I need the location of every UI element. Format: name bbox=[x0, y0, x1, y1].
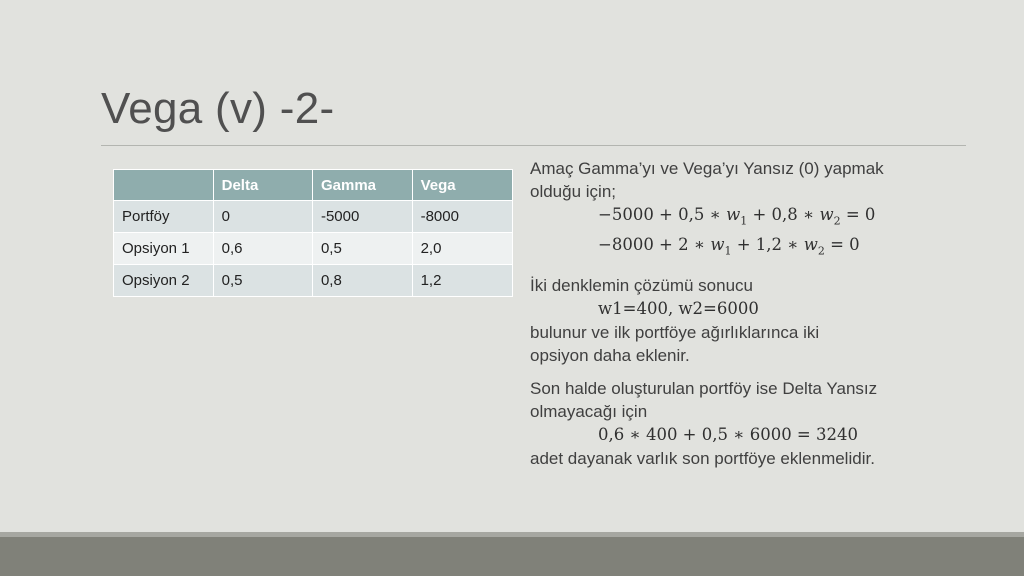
text-line: adet dayanak varlık son portföye eklenmelidir. bbox=[530, 448, 875, 468]
explanation-text bbox=[530, 157, 950, 480]
footer-band bbox=[0, 532, 1024, 576]
table-cell: -5000 bbox=[312, 201, 412, 233]
slide-title: Vega (v) -2- bbox=[101, 84, 335, 133]
text-line: bulunur ve ilk portföye ağırlıklarınca iki bbox=[530, 322, 820, 342]
table-cell: Opsiyon 2 bbox=[114, 265, 214, 297]
variable-w: w bbox=[803, 235, 818, 255]
subscript: 2 bbox=[817, 244, 825, 258]
text-line: İki denklemin çözümü sonucu bbox=[530, 275, 754, 295]
table-cell: Portföy bbox=[114, 201, 214, 233]
table-cell: 0,5 bbox=[213, 265, 312, 297]
equation-part: −5000 + 0,5 ∗ bbox=[598, 205, 727, 224]
table-row bbox=[114, 201, 513, 233]
greeks-table bbox=[113, 169, 513, 297]
equation-part: + 1,2 ∗ bbox=[731, 235, 804, 255]
table-cell: 1,2 bbox=[412, 265, 512, 297]
table-cell: 0,5 bbox=[312, 233, 412, 265]
text-line: Son halde oluşturulan portföy ise Delta Yansız bbox=[530, 378, 878, 398]
variable-w: w bbox=[710, 235, 725, 255]
table-cell: 0 bbox=[213, 201, 312, 233]
text-line: olmayacağı için bbox=[530, 401, 648, 421]
header-cell-vega: Vega bbox=[412, 170, 512, 201]
equation-solution: w1=400, w2=6000 bbox=[598, 298, 759, 318]
footer-accent-line bbox=[0, 532, 1024, 537]
subscript: 2 bbox=[833, 214, 841, 228]
subscript: 1 bbox=[740, 214, 748, 228]
table-cell: 2,0 bbox=[412, 233, 512, 265]
text-line: Amaç Gamma’yı ve Vega’yı Yansız (0) yapmak bbox=[530, 159, 884, 178]
equation-vega bbox=[598, 233, 950, 263]
table-cell: -8000 bbox=[412, 201, 512, 233]
paragraph-conclusion bbox=[530, 377, 950, 470]
table-header-row bbox=[114, 170, 513, 201]
text-line: opsiyon daha eklenir. bbox=[530, 345, 690, 365]
equation-part: −8000 + 2 ∗ bbox=[598, 235, 711, 255]
header-cell-delta: Delta bbox=[213, 170, 312, 201]
title-divider bbox=[101, 145, 966, 146]
text-line: olduğu için; bbox=[530, 182, 617, 201]
equation-delta: 0,6 ∗ 400 + 0,5 ∗ 6000 = 3240 bbox=[598, 424, 858, 444]
header-cell-empty bbox=[114, 170, 214, 201]
equation-gamma bbox=[598, 203, 950, 233]
paragraph-goal bbox=[530, 157, 950, 264]
table-cell: Opsiyon 1 bbox=[114, 233, 214, 265]
paragraph-solution bbox=[530, 274, 950, 367]
subscript: 1 bbox=[724, 244, 732, 258]
equation-part: = 0 bbox=[824, 235, 860, 255]
equation-part: + 0,8 ∗ bbox=[747, 205, 820, 224]
equation-part: = 0 bbox=[840, 205, 876, 224]
table-row bbox=[114, 265, 513, 297]
table-cell: 0,6 bbox=[213, 233, 312, 265]
table-row bbox=[114, 233, 513, 265]
table-cell: 0,8 bbox=[312, 265, 412, 297]
variable-w: w bbox=[726, 205, 741, 224]
variable-w: w bbox=[819, 205, 834, 224]
header-cell-gamma: Gamma bbox=[312, 170, 412, 201]
